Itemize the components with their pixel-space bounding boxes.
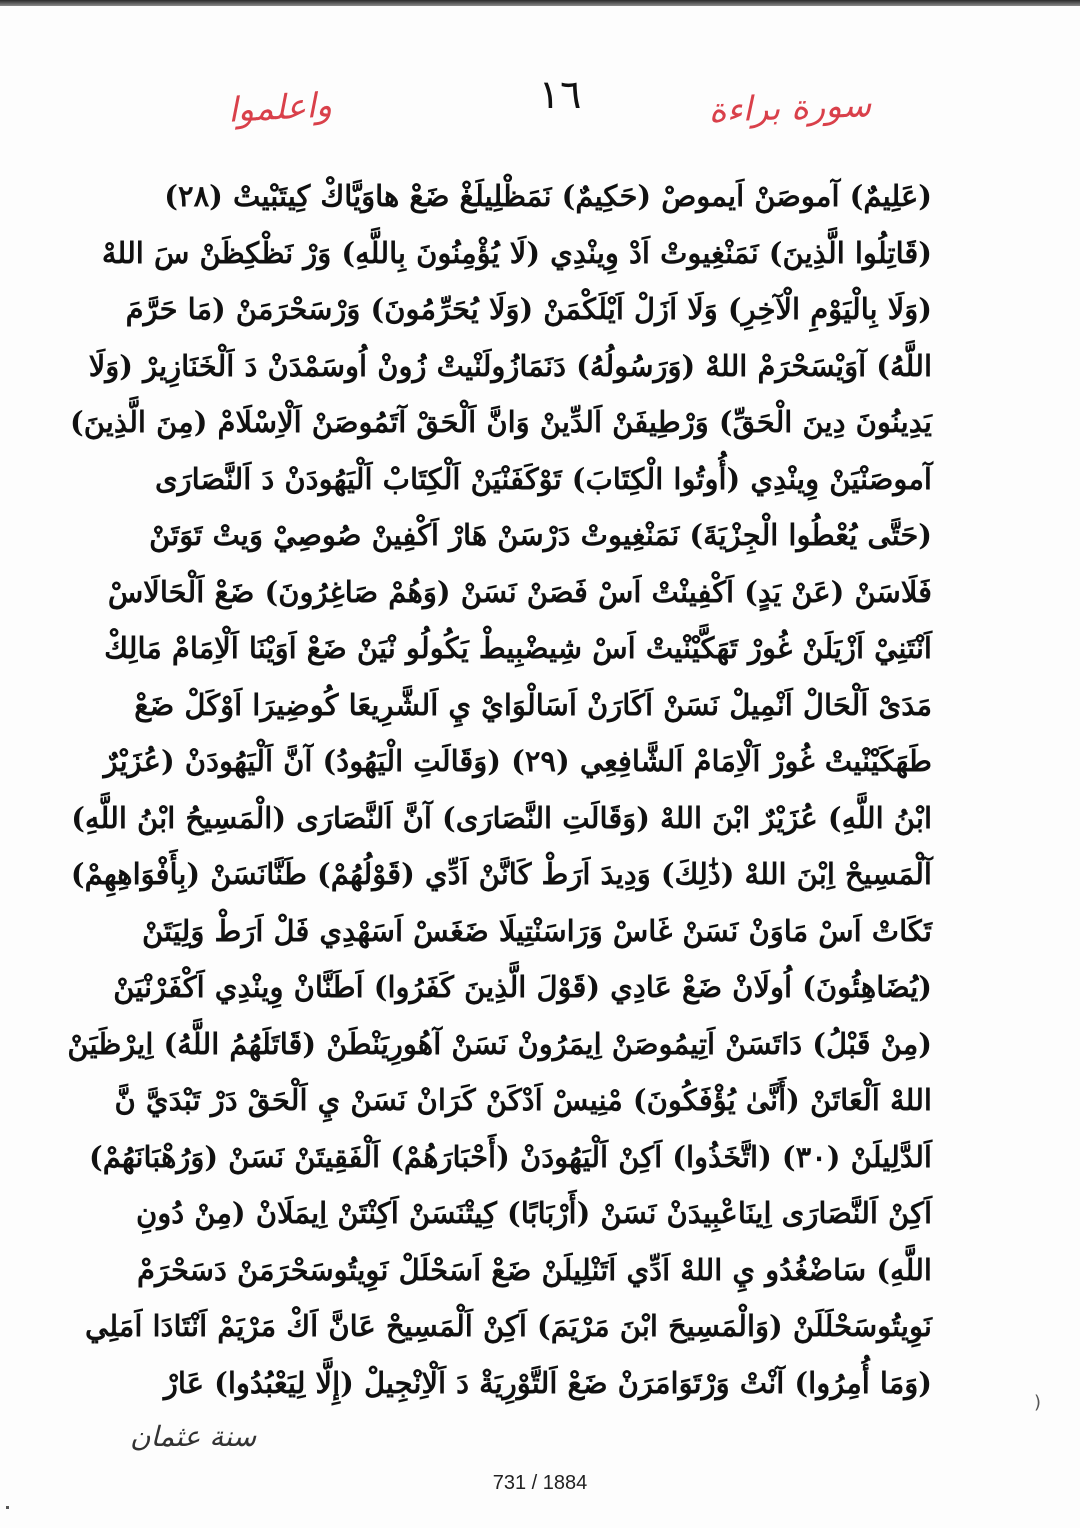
text-line: اَنْتَنِيْ اَزْيَلَنْ غُورْ تَهَكَّيْنْيتْ اَسْ شِيضْبِيطْ يَكُولُو نْيَنْ ضَعْ اَوَيْنَا اَلْاِمَامْ مَالِكْ <box>104 631 932 665</box>
text-line: يَدِينُونَ دِينَ الْحَقِّ) وَرْطِيفَنْ اَلدِّينْ وَانَّ اَلْحَقْ آتَمُوصَنْ اَلْاِسْلَامْ (مِنَ الَّذِينَ) <box>70 405 932 439</box>
pagination-indicator: 731 / 1884 <box>492 1472 588 1494</box>
scan-top-edge <box>0 0 1080 6</box>
text-line: (وَمَا أُمِرُوا) آنْتْ وَرْتَوَامَرَنْ ضَعْ اَلتَّوْرِيَةْ دَ اَلْاِنْجِيلْ (إِلَّا لِيَعْبُدُوا) عَارْ <box>163 1365 932 1400</box>
text-line: اللَّهِ) سَاضْغُدُو يِ اللهْ اَدِّي اَتَنْلِيلَنْ ضَعْ اَسَحْلَلْ نَوِيتُوسَحْرَمَنْ دَسَحْرَمْ <box>137 1252 932 1287</box>
text-line: اللَّهُ) آوَيْسَحْرَمْ اللهْ (وَرَسُولُهُ) دَنَمَازُولَنْيتْ زُونْ اُوسَمْدَنْ دَ اَلْخَنَازِيرْ (وَلَا <box>88 348 932 383</box>
text-line: اَلدَّلِيلَنْ (٣٠) (اتَّخَذُوا) اَكِنْ اَلْيَهُودَنْ (أَحْبَارَهُمْ) اَلْفَقِيتَنْ نَسَنْ (وَرُهْبَانَهُمْ) <box>89 1139 932 1174</box>
text-line: آلْمَسِيحْ اِبْنَ اللهْ (ذَٰلِكَ) وَدِيدَ اَرَطْ كَانَّنْ اَدِّي (قَوْلُهُمْ) طَنَّانَسَنْ (بِأَفْوَاهِهِمْ) <box>70 857 932 891</box>
page-number: ١٦ <box>538 72 582 118</box>
text-line: اللهْ اَلْعَاتَنْ (أَنَّىٰ يُؤْفَكُونَ) مْنِيسْ اَدْكَنْ كَرَانْ نَسَنْ يِ اَلْحَقْ دَرْ تَبْدَيَّ نَّ <box>114 1083 932 1117</box>
text-line: (عَلِيمٌ) آموصَنْ اَيموصْ (حَكِيمٌ) نَمَظْلِيلَغْ ضَعْ هاوَيَّاكْ كِيتَبْيتْ (٢٨) <box>164 179 932 213</box>
margin-mark: ) <box>1034 1392 1042 1413</box>
body-text <box>67 168 932 1411</box>
scan-artifact <box>6 1506 9 1509</box>
text-line: تَكَاتْ اَسْ مَاوَنْ نَسَنْ غَاسْ وَرَاسَنْتِيلَا ضَغَسْ اَسَهْدِي فَلْ اَرَطْ وَلِيَتَنْ <box>141 913 932 948</box>
text-line: ابْنُ اللَّهِ) عُزَيْرٌ ابْنَ اللهْ (وَقَالَتِ النَّصَارَى) آنَّ اَلنَّصَارَى (الْمَسِيحُ ابْنُ اللَّهِ) <box>71 800 932 835</box>
text-line: آموصَنْيَنْ وِينْدِي (أُوتُوا الْكِتَابَ) تَوْكَفَنْيَنْ اَلْكِتَابْ اَلْيَهُودَنْ دَ اَلنَّصَارَى <box>154 461 932 496</box>
text-line: (يُضَاهِئُونَ) اُولَانْ ضَعْ عَادِي (قَوْلَ الَّذِينَ كَفَرُوا) اَطَنَّانْ وِينْدِي اَكْفَرْنْيَنْ <box>113 970 932 1004</box>
text-line: فَلَاسَنْ (عَنْ يَدٍ) اَكْفِينْتْ اَسْ فَصَنْ نَسَنْ (وَهُمْ صَاغِرُونَ) ضَعْ اَلْحَالَاسْ <box>107 574 932 609</box>
text-line: نَوِيتُوسَحْلَلَنْ (وَالْمَسِيحَ ابْنَ مَرْيَمَ) اَكِنْ اَلْمَسِيحْ عَانَّ اَكْ مَرْيَمْ اَنْتَادَا اَمَلِي <box>85 1309 932 1343</box>
header-note-right: سورة براءة <box>708 85 872 131</box>
text-line: (قَاتِلُوا الَّذِينَ) نَمَنْغِيوتْ اَدْ وِينْدِي (لَا يُؤْمِنُونَ بِاللَّهِ) وَرْ نَظْكِظَنْ سَ اللهْ <box>101 235 932 270</box>
text-line: (حَتَّى يُعْطُوا الْجِزْيَةَ) نَمَنْغِيوتْ دَرْسَنْ هَارْ اَكْفِينْ صُوصِيْ وَيتْ تَوَتَنْ <box>149 518 932 552</box>
text-line: مَدَىْ اَلْحَالْ اَنْمِيلْ نَسَنْ اَكَارَنْ اَسَالْوَايْ يِ اَلشَّرِيعَا كُوضِيرَا اَوْكَلْ ضَعْ <box>134 687 932 722</box>
header-note-left: واعلموا <box>226 85 334 131</box>
handwritten-signature: سنة عثمان <box>130 1420 257 1453</box>
text-line: طَهَكَيْنْيتْ غُورْ اَلْاِمَامْ اَلشَّافِعِي (٢٩) (وَقَالَتِ الْيَهُودُ) آنَّ اَلْيَهُودَنْ (عُزَيْرٌ <box>103 744 932 778</box>
text-line: اَكِنْ اَلنَّصَارَى اِينَاعْبِيدَنْ نَسَنْ (أَرْبَابًا) كِيتْنَسَنْ اَكِنْتَنْ اِيمَلَانْ (مِنْ دُونِ <box>136 1196 932 1230</box>
text-line: (وَلَا بِالْيَوْمِ الْآخِرِ) وَلَا اَزَلْ اَيْلَكْمَنْ (وَلَا يُحَرِّمُونَ) وَرْسَحْرَمَنْ (مَا حَرَّمَ <box>125 292 932 326</box>
text-line: (مِنْ قَبْلُ) دَاتَسَنْ اَتِيمُوصَنْ اِيمَرُونْ نَسَنْ آهُورِيَنْطَنْ (قَاتَلَهُمُ اللَّهُ) اِيرْظَيَنْ <box>67 1026 932 1061</box>
